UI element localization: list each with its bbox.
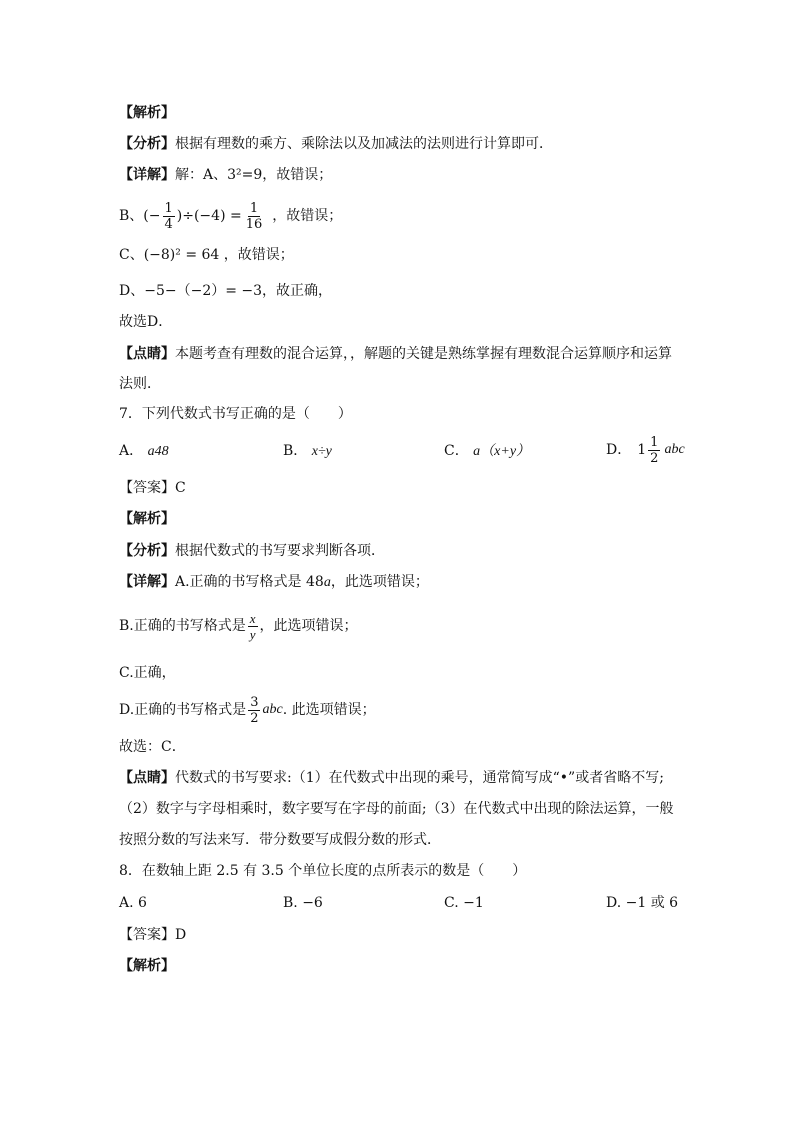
q7-dianjing-line-3: 按照分数的写法来写．带分数要写成假分数的形式． bbox=[119, 832, 441, 848]
b-fraction-2 bbox=[244, 201, 265, 232]
q8-stem: 8．在数轴上距 2.5 有 3.5 个单位长度的点所表示的数是（ ） bbox=[119, 863, 527, 879]
q8-jiexi-heading: 【解析】 bbox=[119, 958, 175, 974]
q7-dianjing-tag: 【点睛】 bbox=[119, 770, 175, 786]
q7-opt-b-label: B． bbox=[283, 443, 308, 459]
dianjing-text-1: 本题考查有理数的混合运算，，解题的关键是熟练掌握有理数混合运算顺序和运算 bbox=[175, 346, 672, 362]
q7-xiangjie-a-post: ，此选项错误； bbox=[330, 574, 429, 590]
q7-b-post: ，此选项错误； bbox=[259, 618, 358, 634]
q7-stem: 7．下列代数式书写正确的是（ ） bbox=[119, 406, 352, 422]
q7-xiangjie-a-var: a bbox=[323, 575, 331, 590]
q7-opt-d-den: 2 bbox=[650, 450, 659, 466]
q6-jiexi-heading: 【解析】 bbox=[119, 105, 175, 121]
q7-b-num: x bbox=[249, 610, 256, 626]
q7-detail-b-line bbox=[119, 608, 358, 644]
q7-d-var: abc bbox=[262, 702, 283, 717]
q8-answer: 【答案】D bbox=[119, 927, 187, 943]
b-suffix: ，故错误； bbox=[272, 208, 343, 224]
b-frac1-den: 4 bbox=[164, 216, 173, 232]
q7-conclusion: 故选：C． bbox=[119, 739, 186, 755]
q7-fenxi-line bbox=[119, 541, 385, 561]
q6-xiangjie-line bbox=[119, 165, 332, 185]
b-fraction-1 bbox=[163, 201, 175, 232]
q7-answer: 【答案】C bbox=[119, 480, 186, 496]
q6-option-c-line: C、(−8)² = 64 ，故错误； bbox=[119, 247, 294, 263]
q7-opt-b-text: x÷y bbox=[311, 444, 332, 459]
b-expr-left: (− bbox=[143, 208, 161, 224]
q7-option-b bbox=[283, 441, 332, 462]
b-frac2-num: 1 bbox=[249, 200, 259, 216]
q7-b-pre: B.正确的书写格式是 bbox=[119, 618, 246, 634]
q7-fenxi-text: 根据代数式的书写要求判断各项． bbox=[175, 543, 385, 559]
q7-b-fraction bbox=[248, 611, 258, 642]
q7-dianjing-line-2: （2）数字与字母相乘时，数字要写在字母的前面;（3）在代数式中出现的除法运算，一般 bbox=[119, 801, 674, 817]
q7-opt-d-var: abc bbox=[664, 442, 685, 457]
q7-detail-d-line bbox=[119, 692, 376, 728]
q7-xiangjie-a-pre: A.正确的书写格式是 48 bbox=[175, 574, 324, 590]
q7-opt-c-label: C． bbox=[444, 443, 469, 459]
q7-d-pre: D.正确的书写格式是 bbox=[119, 702, 247, 718]
q7-fenxi-tag: 【分析】 bbox=[119, 543, 175, 559]
q7-dianjing-line-1 bbox=[119, 768, 664, 788]
q7-option-a bbox=[119, 441, 169, 462]
q7-d-den: 2 bbox=[250, 710, 259, 726]
q7-dianjing-text-1: 代数式的书写要求:（1）在代数式中出现的乘号，通常简写成“•”或者省略不写; bbox=[175, 770, 664, 786]
xiangjie-tag: 【详解】 bbox=[119, 167, 175, 183]
b-frac2-den: 16 bbox=[245, 216, 263, 232]
q6-dianjing-line-1 bbox=[119, 344, 672, 364]
q8-option-b: B. −6 bbox=[283, 895, 323, 911]
b-expr-mid: )÷(−4) = bbox=[176, 208, 242, 224]
b-prefix: B、 bbox=[119, 208, 144, 224]
q7-option-d bbox=[606, 433, 685, 467]
q7-detail-c-line: C.正确， bbox=[119, 665, 176, 681]
b-frac1-num: 1 bbox=[164, 200, 173, 216]
q7-xiangjie-line bbox=[119, 572, 429, 593]
q6-fenxi-line bbox=[119, 134, 553, 154]
q6-option-b-line bbox=[119, 199, 342, 233]
q7-d-post: . 此选项错误； bbox=[282, 702, 376, 718]
q6-conclusion: 故选D． bbox=[119, 314, 173, 330]
fenxi-tag: 【分析】 bbox=[119, 136, 175, 152]
q7-opt-d-num: 1 bbox=[650, 434, 659, 450]
q7-d-num: 3 bbox=[250, 694, 259, 710]
q8-option-a: A. 6 bbox=[119, 895, 147, 911]
q7-opt-a-label: A． bbox=[119, 443, 144, 459]
q7-option-c bbox=[444, 441, 530, 462]
dianjing-tag: 【点睛】 bbox=[119, 346, 175, 362]
q7-opt-d-label: D． bbox=[606, 442, 632, 458]
q7-opt-d-whole: 1 bbox=[637, 442, 647, 458]
q7-opt-c-text: a（x+y） bbox=[473, 444, 531, 459]
q8-option-c: C. −1 bbox=[444, 895, 484, 911]
q7-jiexi-heading: 【解析】 bbox=[119, 511, 175, 527]
fenxi-text: 根据有理数的乘方、乘除法以及加减法的法则进行计算即可． bbox=[175, 136, 553, 152]
q7-d-fraction bbox=[248, 695, 260, 726]
q6-dianjing-line-2: 法则． bbox=[119, 376, 161, 392]
xiangjie-a: 解：A、3²=9，故错误； bbox=[175, 167, 333, 183]
q7-b-den: y bbox=[249, 626, 256, 642]
q6-option-d-line: D、−5−（−2）= −3，故正确， bbox=[119, 283, 333, 299]
q7-opt-d-fraction bbox=[648, 435, 660, 466]
q7-opt-a-text: a48 bbox=[147, 444, 169, 459]
q8-option-d: D. −1 或 6 bbox=[606, 895, 679, 911]
q7-xiangjie-tag: 【详解】 bbox=[119, 574, 175, 590]
